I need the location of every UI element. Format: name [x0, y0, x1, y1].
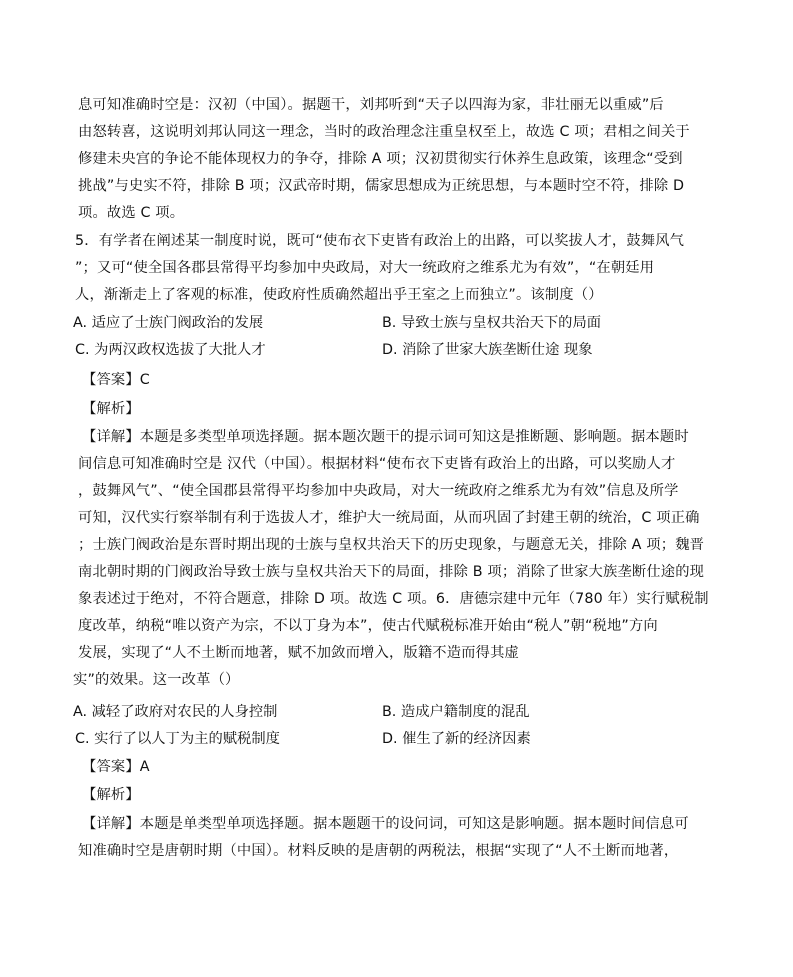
- q5-detail-line: 【详解】本题是多类型单项选择题。据本题次题干的提示词可知这是推断题、影响题。据本题时: [82, 429, 689, 445]
- question-5-stem: ”；又可“使全国各郡县常得平均参加中央政局，对大一统政府之维系尤为有效”，“在朝廷用: [75, 260, 655, 276]
- q5-detail-line: ；士族门阀政治是东晋时期出现的士族与皇权共治天下的历史现象，与题意无关，排除 A 项；魏晋: [78, 537, 705, 553]
- q5-option-a: A. 适应了士族门阀政治的发展: [73, 315, 264, 331]
- q6-answer: 【答案】A: [82, 759, 150, 775]
- question-6-stem: 发展，实现了“人不土断而地著，赋不加敛而增入，版籍不造而得其虚: [78, 645, 519, 661]
- text-line: 挑战”与史实不符，排除 B 项；汉武帝时期，儒家思想成为正统思想，与本题时空不符，排除 D: [78, 178, 685, 194]
- q5-option-b: B. 导致士族与皇权共治天下的局面: [382, 315, 602, 331]
- q5-option-c: C. 为两汉政权选拔了大批人才: [75, 342, 266, 358]
- text-line: 息可知准确时空是：汉初（中国）。据题干，刘邦听到“天子以四海为家，非壮丽无以重威”后: [78, 97, 664, 113]
- q5-detail-line: 象表述过于绝对，不符合题意，排除 D 项。故选 C 项。6．唐德宗建中元年（780 年）实行赋税制: [78, 591, 709, 607]
- q5-detail-line: 南北朝时期的门阀政治导致士族与皇权共治天下的局面，排除 B 项；消除了世家大族垄断仕途的现: [78, 564, 705, 580]
- q5-answer: 【答案】C: [82, 372, 150, 388]
- q6-option-b: B. 造成户籍制度的混乱: [382, 704, 530, 720]
- q6-option-a: A. 减轻了政府对农民的人身控制: [73, 704, 278, 720]
- question-6-stem: 实”的效果。这一改革（）: [73, 672, 240, 688]
- question-5-stem: 人，渐渐走上了客观的标准，使政府性质确然超出乎王室之上而独立”。该制度（）: [75, 287, 603, 303]
- q5-analysis-label: 【解析】: [82, 401, 140, 417]
- q6-analysis-label: 【解析】: [82, 787, 140, 803]
- question-5-stem: 5．有学者在阐述某一制度时说，既可“使布衣下吏皆有政治上的出路，可以奖拔人才，鼓舞风气: [75, 233, 685, 249]
- q5-detail-line: ，鼓舞风气”、“使全国郡县常得平均参加中央政局，对大一统政府之维系尤为有效”信息及所学: [78, 483, 679, 499]
- q6-option-d: D. 催生了新的经济因素: [382, 731, 531, 747]
- q5-detail-line: 间信息可知准确时空是 汉代（中国）。根据材料“使布衣下吏皆有政治上的出路，可以奖励人才: [78, 456, 676, 472]
- text-line: 由怒转喜，这说明刘邦认同这一理念，当时的政治理念注重皇权至上，故选 C 项；君相之间关于: [78, 124, 690, 140]
- q6-option-c: C. 实行了以人丁为主的赋税制度: [75, 731, 280, 747]
- q5-detail-line: 可知，汉代实行察举制有利于选拔人才，维护大一统局面，从而巩固了封建王朝的统治，C 项正确: [78, 510, 700, 526]
- q6-detail-line: 【详解】本题是单类型单项选择题。据本题题干的设问词，可知这是影响题。据本题时间信息可: [82, 816, 689, 832]
- text-line: 修建未央宫的争论不能体现权力的争夺，排除 A 项；汉初贯彻实行休养生息政策，该理念“受到: [78, 151, 683, 167]
- q6-detail-line: 知准确时空是唐朝时期（中国）。材料反映的是唐朝的两税法，根据“实现了“人不土断而地著，: [78, 843, 679, 859]
- q5-option-d: D. 消除了世家大族垄断仕途 现象: [382, 342, 593, 358]
- question-6-stem: 度改革，纳税“唯以资产为宗，不以丁身为本”，使古代赋税标准开始由“税人”朝“税地”方向: [78, 618, 658, 634]
- text-line: 项。故选 C 项。: [78, 205, 185, 221]
